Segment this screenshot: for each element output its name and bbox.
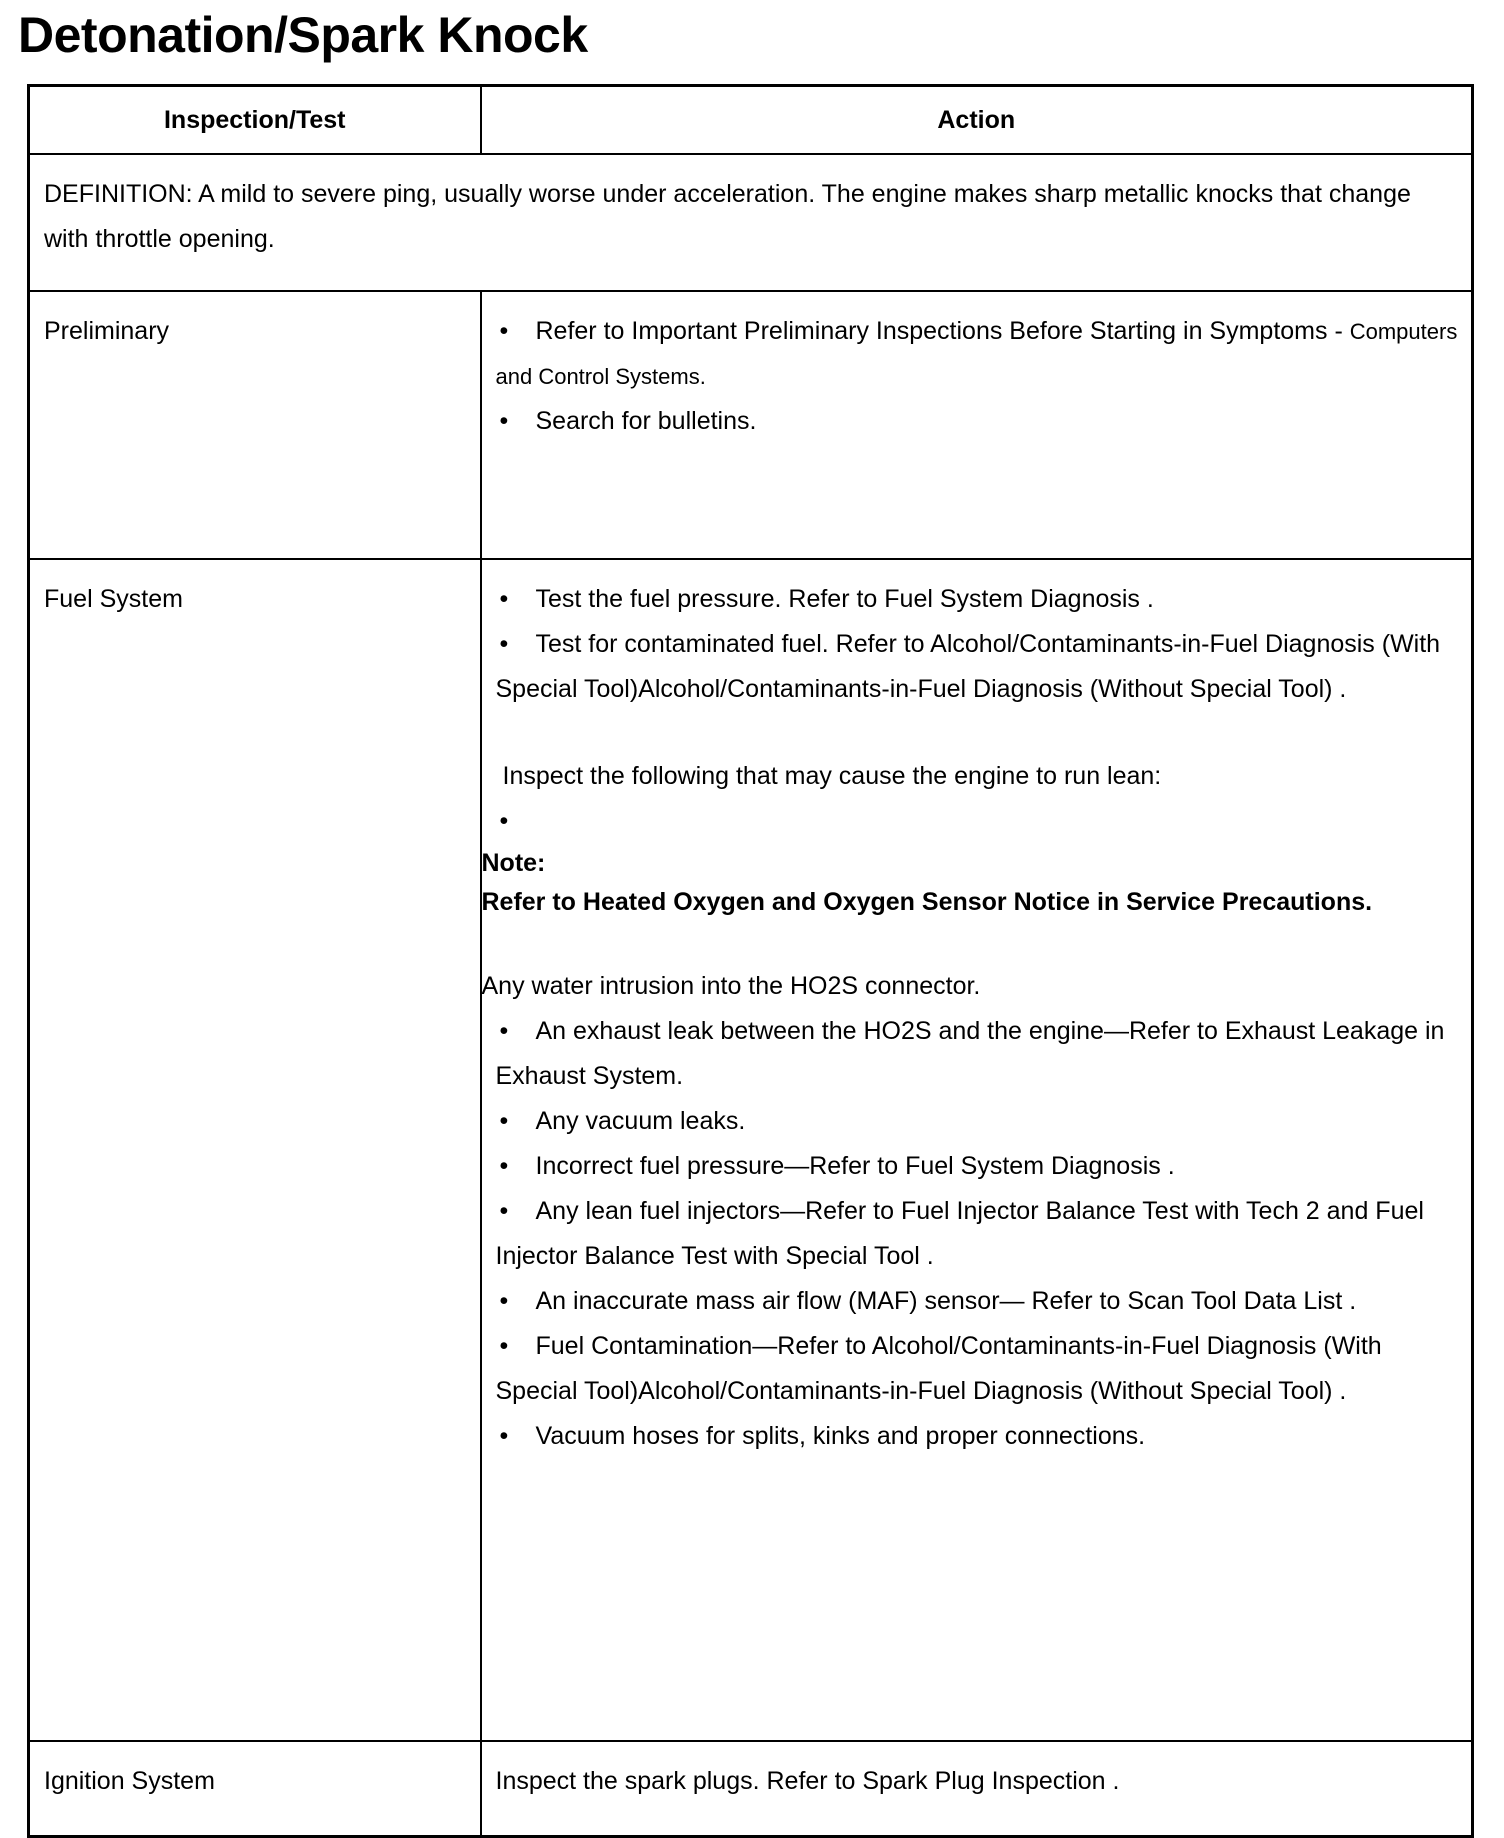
bullet-icon: •: [499, 630, 509, 658]
page-title: Detonation/Spark Knock: [18, 7, 588, 63]
list-item: [496, 622, 1462, 712]
list-item-text: Any vacuum leaks.: [535, 1107, 746, 1135]
list-item: [496, 1414, 1462, 1459]
diagnostic-table: [27, 84, 1474, 1838]
note-text: Refer to Heated Oxygen and Oxygen Sensor Notice in Service Precautions.: [481, 888, 1373, 916]
bullet-icon: •: [499, 807, 509, 835]
bullet-icon: •: [499, 407, 509, 435]
bullet-icon: •: [499, 1332, 509, 1360]
column-header-inspection: Inspection/Test: [29, 86, 481, 155]
list-item: [496, 399, 1462, 444]
action-cell-ignition-system: Inspect the spark plugs. Refer to Spark Plug Inspection .: [481, 1741, 1473, 1837]
row-label-preliminary: Preliminary: [29, 291, 481, 559]
list-item-text-small: Computers and Control Systems.: [495, 319, 1458, 389]
row-label-ignition-system: Ignition System: [29, 1741, 481, 1837]
bullet-icon: •: [499, 585, 509, 613]
bullet-icon: •: [499, 317, 509, 345]
table-row-preliminary: [29, 291, 1473, 559]
bullet-icon: •: [499, 1197, 509, 1225]
bullet-icon: •: [499, 1287, 509, 1315]
note-label: Note:: [481, 849, 546, 877]
list-item: [496, 309, 1462, 399]
list-item-text: Test the fuel pressure. Refer to Fuel System Diagnosis .: [535, 585, 1154, 613]
list-item-text: Search for bulletins.: [535, 407, 757, 435]
list-item: [496, 577, 1462, 622]
list-item-text: Any lean fuel injectors—Refer to Fuel Injector Balance Test with Tech 2 and Fuel Injector Balance Test with Special Tool .: [495, 1197, 1424, 1270]
bullet-icon: •: [499, 1017, 509, 1045]
list-item: [496, 1279, 1462, 1324]
list-item-text: Test for contaminated fuel. Refer to Alcohol/Contaminants-in-Fuel Diagnosis (With Special Tool)Alcohol/Contaminants-in-Fuel Diagnosis (Without Special Tool) .: [495, 630, 1441, 703]
spacer: [496, 712, 1462, 754]
list-item-text: Incorrect fuel pressure—Refer to Fuel System Diagnosis .: [535, 1152, 1175, 1180]
list-item: [496, 799, 1462, 844]
list-item-text: Vacuum hoses for splits, kinks and proper connections.: [535, 1422, 1146, 1450]
list-item-text: An exhaust leak between the HO2S and the engine—Refer to Exhaust Leakage in Exhaust System.: [495, 1017, 1445, 1090]
water-intrusion-text: Any water intrusion into the HO2S connector.: [481, 972, 981, 1000]
list-item-text: Fuel Contamination—Refer to Alcohol/Contaminants-in-Fuel Diagnosis (With Special Tool)Alcohol/Contaminants-in-Fuel Diagnosis (Without Special Tool) .: [495, 1332, 1382, 1405]
bullet-icon: •: [499, 1422, 509, 1450]
list-item: [496, 1324, 1462, 1414]
table-row-fuel-system: [29, 559, 1473, 1741]
definition-text: DEFINITION: A mild to severe ping, usually worse under acceleration. The engine makes sharp metallic knocks that change with throttle opening.: [29, 154, 1473, 291]
row-label-fuel-system: Fuel System: [29, 559, 481, 1741]
table-header-row: [29, 86, 1473, 155]
action-cell-fuel-system: [481, 559, 1473, 1741]
bullet-icon: •: [499, 1107, 509, 1135]
list-item-text: An inaccurate mass air flow (MAF) sensor— Refer to Scan Tool Data List .: [535, 1287, 1357, 1315]
column-header-action: Action: [481, 86, 1473, 155]
list-item: [496, 1144, 1462, 1189]
list-item: [496, 1009, 1462, 1099]
list-item: [496, 1099, 1462, 1144]
bullet-icon: •: [499, 1152, 509, 1180]
spacer: [496, 922, 1462, 964]
definition-row: [29, 154, 1473, 291]
action-cell-preliminary: [481, 291, 1473, 559]
list-item-text: Refer to Important Preliminary Inspections Before Starting in Symptoms -: [535, 317, 1350, 345]
inspect-intro: Inspect the following that may cause the engine to run lean:: [502, 762, 1162, 790]
list-item: [496, 1189, 1462, 1279]
table-row-ignition-system: [29, 1741, 1473, 1837]
